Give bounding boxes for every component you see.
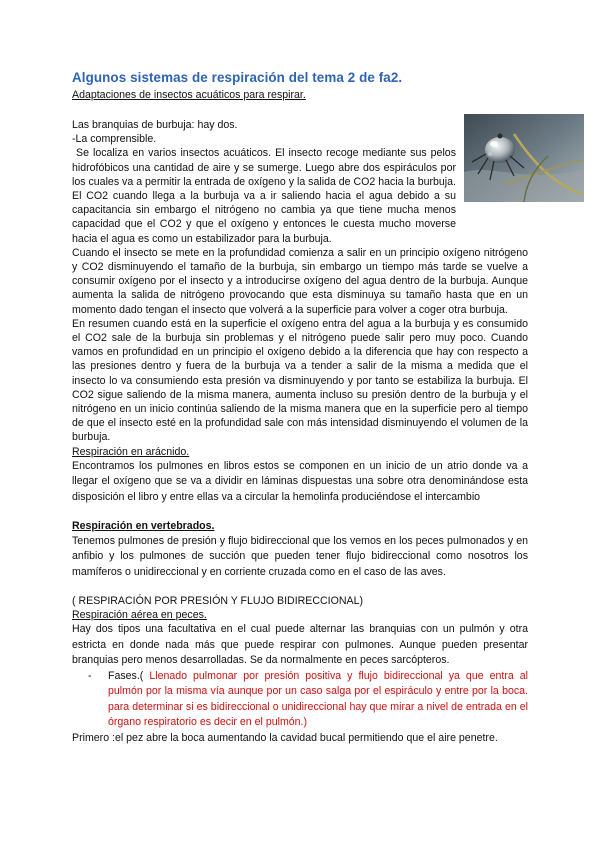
bullet-text — [108, 669, 528, 731]
heading-fish-air-breathing: Respiración aérea en peces. — [72, 609, 207, 622]
paragraph-first-step: Primero :el pez abre la boca aumentando la cavidad bucal permitiendo que el aire penetre. — [72, 731, 498, 744]
bullet-lead: Fases.( — [108, 669, 144, 682]
paragraph-summary: En resumen cuando está en la superficie el oxígeno entra del agua a la burbuja y es consumido el CO2 sale de la burbuja sin problemas y el nitrógeno puede salir pero muy poco. Cuando vamos en profundidad en un principio el oxígeno debido a la diferencia que hay con respecto a las presiones dentro y fuera de la burbuja va a tender a salir de la misma a medida que el insecto lo va consumiendo esta presión va disminuyendo y por tanto se estabiliza la burbuja. El CO2 sigue saliendo de la misma manera, aumenta incluso su presión dentro de la burbuja y el nitrógeno en un inicio continúa saliendo de la misma manera que en la superficie pero al tiempo de que el insecto esté en la profundidad sale con más intensidad disminuyendo el volumen de la burbuja. — [72, 317, 528, 444]
heading-pressure-bidirectional: ( RESPIRACIÓN POR PRESIÓN Y FLUJO BIDIRECCIONAL) — [72, 595, 363, 608]
heading-arachnid: Respiración en arácnido. — [72, 445, 190, 458]
intro-line-bubble-gills: Las branquias de burbuja: hay dos. — [72, 119, 238, 131]
paragraph-fish: Hay dos tipos una facultativa en el cual puede alternar las branquias con un pulmón y otra estricta en donde nada más que puede respirar con pulmones. Aunque pueden presentar branquias pero menos desarrolladas. Se da normalmente en peces sarcópteros. — [72, 623, 528, 667]
document-body — [72, 118, 528, 746]
paragraph-arachnid: Encontramos los pulmones en libros estos se componen en un inicio de un atrio donde va a llegar el oxígeno que se va a dividir en láminas dispuestas una sobre otra denominándose esta disposición el libro y entre ellas va a circular la hemolinfa produciéndose el intercambio — [72, 459, 528, 503]
section-subtitle-aquatic-insects: Adaptaciones de insectos acuáticos para respirar. — [72, 89, 306, 101]
bullet-dash: - — [88, 669, 92, 682]
bullet-red-note: Llenado pulmonar por presión positiva y flujo bidireccional ya que entra al pulmón por la misma vía aunque por un caso salga por el espiráculo y entre por la boca. para determinar si es bidireccional o unidireccional hay que mirar a nivel de entrada en el órgano respiratorio es decir en el pulmón.) — [108, 669, 528, 729]
paragraph-depth: Cuando el insecto se mete en la profundidad comienza a salir en un principio oxígeno nitrógeno y CO2 disminuyendo el tamaño de la burbuja, sin embargo un tiempo más tarde se vuelve a consumir oxígeno por el insecto y a introducirse oxígeno del agua dentro de la burbuja. Aunque aumenta la salida de nitrógeno provocando que esta disminuya su tamaño hasta que en un momento dado tengan el insecto que volverá a la superficie para volver a coger otra burbuja. — [72, 246, 528, 316]
spacer — [72, 505, 528, 519]
paragraph-vertebrates: Tenemos pulmones de presión y flujo bidireccional que los vemos en los peces pulmonados y en anfibio y los pulmones de succión que pueden tener flujo bidireccional como nosotros los mamíferos o unidireccional y en corriente cruzada como en el caso de las aves. — [72, 534, 528, 578]
intro-line-compressible: -La comprensible. — [72, 133, 157, 146]
document-title: Algunos sistemas de respiración del tema 2 de fa2. — [72, 70, 403, 85]
spacer — [72, 580, 528, 594]
paragraph-bubble-description — [72, 146, 456, 245]
list-item-phases — [88, 669, 528, 731]
paragraph-bubble-text: Se localiza en varios insectos acuáticos. El insecto recoge mediante sus pelos hidrofóbicos una cantidad de aire y se sumerge. Luego abre dos espiráculos por los cuales va a permitir la entrada de oxígeno y la salida de CO2 hacia la burbuja. El CO2 cuando llega a la burbuja va a ir saliendo hacia el agua debido a su capacitancia sin embargo el nitrógeno no cambia ya que tiene mucha menos capacidad que el CO2 y que el oxígeno y entonces le cuesta mucho moverse hacia el agua es como un estabilizador para la burbuja. — [72, 147, 456, 245]
heading-vertebrates: Respiración en vertebrados. — [72, 520, 215, 533]
